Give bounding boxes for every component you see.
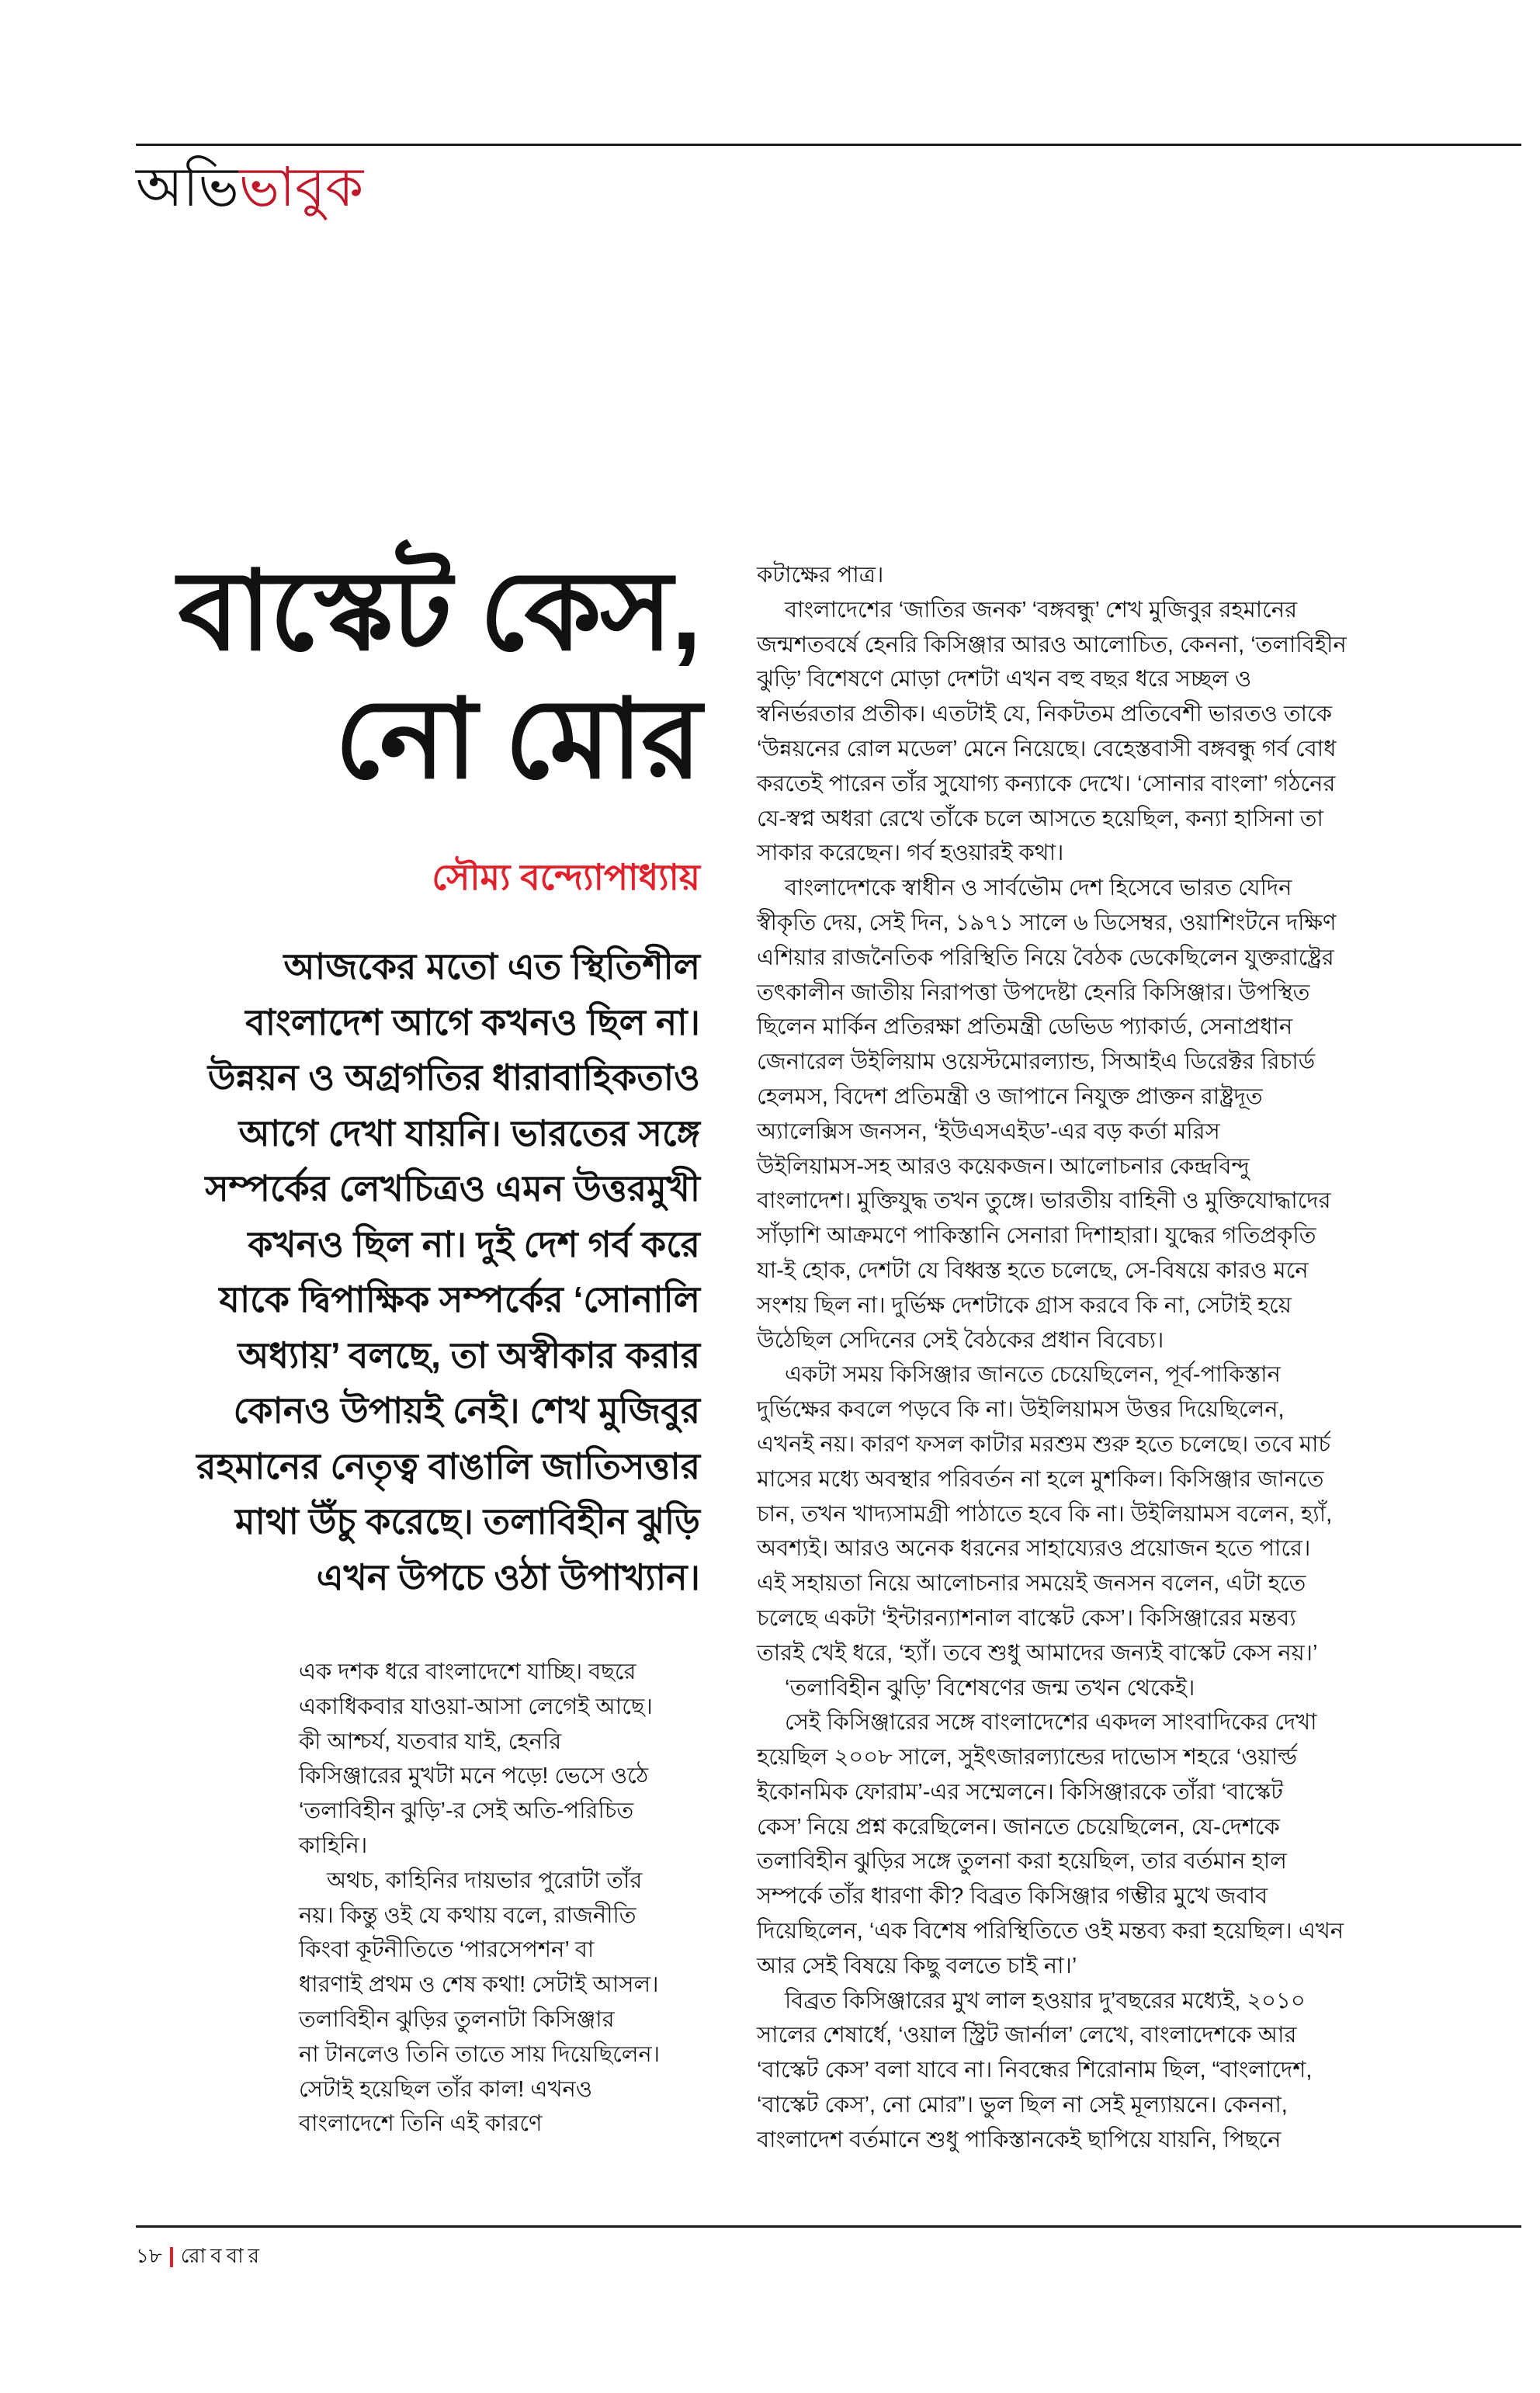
body-text-line: হেলমস, বিদেশ প্রতিমন্ত্রী ও জাপানে নিযুক্ত প্রাক্তন রাষ্ট্রদূত [757, 1084, 1263, 1109]
article-headline [116, 547, 700, 803]
pull-quote-line: কোনও উপায়ই নেই। শেখ মুজিবুর [233, 1390, 700, 1431]
body-text-line: যা-ই হোক, দেশটা যে বিধ্বস্ত হতে চলেছে, সে-বিষয়ে কারও মনে [757, 1257, 1309, 1283]
body-text-line: ‘উন্নয়নের রোল মডেল’ মেনে নিয়েছে। বেহেস্তবাসী বঙ্গবন্ধু গর্ব বোধ [757, 736, 1337, 761]
pull-quote-line: বাংলাদেশ আগে কখনও ছিল না। [245, 1001, 700, 1042]
footer-divider [170, 2247, 173, 2267]
body-text-line: সাঁড়াশি আক্রমণে পাকিস্তানি সেনারা দিশাহারা। যুদ্ধের গতিপ্রকৃতি [757, 1223, 1316, 1249]
body-text-line: বাংলাদেশের ‘জাতির জনক’ ‘বঙ্গবন্ধু’ শেখ মুজিবুর রহমানের [785, 597, 1298, 623]
body-text-line: অবশ্যই। আরও অনেক ধরনের সাহায্যেরও প্রয়োজন হতে পারে। [757, 1536, 1311, 1562]
body-text-line: কটাক্ষের পাত্র। [757, 563, 884, 588]
body-text-line: ইকোনমিক ফোরাম’-এর সম্মেলনে। কিসিঞ্জারকে তাঁরা ‘বাস্কেট [757, 1779, 1283, 1805]
page-number: ১৮ [136, 2244, 162, 2267]
right-column [757, 558, 1401, 2158]
section-title [136, 152, 363, 222]
body-text-line: একটা সময় কিসিঞ্জার জানতে চেয়েছিলেন, পূর্ব-পাকিস্তান [785, 1362, 1281, 1388]
pull-quote-line: উন্নয়ন ও অগ্রগতির ধারাবাহিকতাও [207, 1057, 700, 1098]
pull-quote [93, 939, 700, 1605]
body-text-line: বাংলাদেশ বর্তমানে শুধু পাকিস্তানকেই ছাপিয়ে যায়নি, পিছনে [757, 2127, 1282, 2152]
pull-quote-line: অধ্যায়’ বলছে, তা অস্বীকার করার [238, 1334, 700, 1375]
body-text-line: তৎকালীন জাতীয় নিরাপত্তা উপদেষ্টা হেনরি কিসিঞ্জার। উপস্থিত [757, 980, 1310, 1005]
body-text-line: মাসের মধ্যে অবস্থার পরিবর্তন না হলে মুশকিল। কিসিঞ্জার জানতে [757, 1466, 1324, 1492]
body-text-line: বাংলাদেশ। মুক্তিযুদ্ধ তখন তুঙ্গে। ভারতীয় বাহিনী ও মুক্তিযোদ্ধাদের [757, 1188, 1331, 1214]
body-text-line: ‘বাস্কেট কেস’, নো মোর”। ভুল ছিল না সেই মূল্যায়নে। কেননা, [757, 2093, 1288, 2118]
body-text-line: যে-স্বপ্ন অধরা রেখে তাঁকে চলে আসতে হয়েছিল, কন্যা হাসিনা তা [757, 806, 1323, 831]
body-text-line: সংশয় ছিল না। দুর্ভিক্ষ দেশটাকে গ্রাস করবে কি না, সেটাই হয়ে [757, 1292, 1292, 1318]
body-text-line: জন্মশতবর্ষে হেনরি কিসিঞ্জার আরও আলোচিত, কেননা, ‘তলাবিহীন [757, 632, 1347, 657]
body-text-line: তারই খেই ধরে, ‘হ্যাঁ। তবে শুধু আমাদের জন্যই বাস্কেট কেস নয়।’ [757, 1640, 1318, 1666]
body-text-line: অ্যালেক্সিস জনসন, ‘ইউএসএইড’-এর বড় কর্তা মরিস [757, 1118, 1220, 1144]
body-text-line: ‘বাস্কেট কেস’ বলা যাবে না। নিবন্ধের শিরোনাম ছিল, “বাংলাদেশ, [757, 2058, 1313, 2083]
body-text-line: না টানলেও তিনি তাতে সায় দিয়েছিলেন। [299, 2041, 661, 2067]
author-byline: সৌম্য বন্দ্যোপাধ্যায় [432, 857, 700, 897]
body-text-line: ধারণাই প্রথম ও শেষ কথা! সেটাই আসল। [299, 1972, 659, 1998]
body-text-line: তলাবিহীন ঝুড়ির সঙ্গে তুলনা করা হয়েছিল, তার বর্তমান হাল [757, 1849, 1287, 1875]
pull-quote-line: মাথা উঁচু করেছে। তলাবিহীন ঝুড়ি [234, 1501, 700, 1542]
pull-quote-line: এখন উপচে ওঠা উপাখ্যান। [316, 1556, 700, 1597]
body-text-line: চান, তখন খাদ্যসামগ্রী পাঠাতে হবে কি না। উইলিয়ামস বলেন, হ্যাঁ, [757, 1501, 1333, 1527]
body-text-line: এশিয়ার রাজনৈতিক পরিস্থিতি নিয়ে বৈঠক ডেকেছিলেন যুক্তরাষ্ট্রের [757, 945, 1334, 970]
body-text-line: একাধিকবার যাওয়া-আসা লেগেই আছে। [299, 1694, 653, 1719]
body-text-line: ‘তলাবিহীন ঝুড়ি’-র সেই অতি-পরিচিত [299, 1798, 634, 1824]
body-text-line: স্বনির্ভরতার প্রতীক। এতটাই যে, নিকটতম প্রতিবেশী ভারতও তাকে [757, 702, 1333, 727]
section-title-black: অভি [136, 157, 239, 217]
body-text-line: কাহিনি। [299, 1833, 368, 1858]
body-text-line: নয়। কিন্তু ওই যে কথায় বলে, রাজনীতি [299, 1902, 636, 1928]
top-rule [136, 144, 1521, 146]
body-text-line: এক দশক ধরে বাংলাদেশে যাচ্ছি। বছরে [299, 1659, 636, 1684]
body-text-line: সাকার করেছেন। গর্ব হওয়ারই কথা। [757, 841, 1064, 866]
body-text-line: করতেই পারেন তাঁর সুযোগ্য কন্যাকে দেখে। ‘সোনার বাংলা’ গঠনের [757, 771, 1336, 796]
body-text-line: সেটাই হয়েছিল তাঁর কাল! এখনও [299, 2076, 593, 2102]
body-text-line: ‘তলাবিহীন ঝুড়ি’ বিশেষণের জন্ম তখন থেকেই। [785, 1675, 1195, 1701]
pull-quote-line: কখনও ছিল না। দুই দেশ গর্ব করে [248, 1223, 700, 1264]
pull-quote-line: আজকের মতো এত স্থিতিশীল [283, 946, 700, 987]
body-text-line: কিসিঞ্জারের মুখটা মনে পড়ে! ভেসে ওঠে [299, 1764, 649, 1789]
bottom-rule [136, 2225, 1521, 2228]
body-text-line: উঠেছিল সেদিনের সেই বৈঠকের প্রধান বিবেচ্য। [757, 1327, 1164, 1353]
body-text-line: দুর্ভিক্ষের কবলে পড়বে কি না। উইলিয়ামস উত্তর দিয়েছিলেন, [757, 1397, 1285, 1423]
body-text-line: এখনই নয়। কারণ ফসল কাটার মরশুম শুরু হতে চলেছে। তবে মার্চ [757, 1431, 1331, 1457]
pull-quote-line: রহমানের নেতৃত্ব বাঙালি জাতিসত্তার [196, 1445, 700, 1486]
pull-quote-line: আগে দেখা যায়নি। ভারতের সঙ্গে [238, 1112, 700, 1153]
left-column [299, 1655, 687, 2142]
headline-line: বাস্কেট কেস, [178, 550, 700, 673]
body-text-line: হয়েছিল ২০০৮ সালে, সুইৎজারল্যান্ডের দাভোস শহরে ‘ওয়ার্ল্ড [757, 1745, 1297, 1770]
body-text-line: অথচ, কাহিনির দায়ভার পুরোটা তাঁর [327, 1868, 643, 1893]
pull-quote-line: সম্পর্কের লেখচিত্রও এমন উত্তরমুখী [205, 1168, 700, 1209]
pull-quote-line: যাকে দ্বিপাক্ষিক সম্পর্কের ‘সোনালি [219, 1279, 700, 1320]
section-title-red: ভাবুক [238, 157, 364, 217]
body-text-line: জেনারেল উইলিয়াম ওয়েস্টমোরল্যান্ড, সিআইএ ডিরেক্টর রিচার্ড [757, 1049, 1316, 1075]
body-text-line: এই সহায়তা নিয়ে আলোচনার সময়েই জনসন বলেন, এটা হতে [757, 1571, 1306, 1597]
body-text-line: আর সেই বিষয়ে কিছু বলতে চাই না।’ [757, 1953, 1077, 1979]
body-text-line: চলেছে একটা ‘ইন্টারন্যাশনাল বাস্কেট কেস’। কিসিঞ্জারের মন্তব্য [757, 1605, 1296, 1631]
headline-line: নো মোর [335, 678, 700, 801]
body-text-line: কিংবা কূটনীতিতে ‘পারসেপশন’ বা [299, 1937, 595, 1963]
body-text-line: স্বীকৃতি দেয়, সেই দিন, ১৯৭১ সালে ৬ ডিসেম্বর, ওয়াশিংটনে দক্ষিণ [757, 910, 1337, 935]
body-text-line: দিয়েছিলেন, ‘এক বিশেষ পরিস্থিতিতে ওই মন্তব্য করা হয়েছিল। এখন [757, 1919, 1344, 1944]
publication-name: রোববার [180, 2244, 264, 2267]
body-text-line: বাংলাদেশে তিনি এই কারণে [299, 2111, 543, 2137]
body-text-line: ঝুড়ি’ বিশেষণে মোড়া দেশটা এখন বহু বছর ধরে সচ্ছল ও [757, 667, 1252, 692]
body-text-line: সেই কিসিঞ্জারের সঙ্গে বাংলাদেশের একদল সাংবাদিকের দেখা [785, 1710, 1317, 1736]
body-text-line: সম্পর্কে তাঁর ধারণা কী? বিব্রত কিসিঞ্জার গম্ভীর মুখে জবাব [757, 1884, 1268, 1909]
body-text-line: কী আশ্চর্য, যতবার যাই, হেনরি [299, 1729, 562, 1754]
body-text-line: সালের শেষার্ধে, ‘ওয়াল স্ট্রিট জার্নাল’ লেখে, বাংলাদেশকে আর [757, 2023, 1297, 2048]
body-text-line: বাংলাদেশকে স্বাধীন ও সার্বভৌম দেশ হিসেবে ভারত যেদিন [785, 876, 1292, 901]
body-text-line: উইলিয়ামস-সহ আরও কয়েকজন। আলোচনার কেন্দ্রবিন্দু [757, 1153, 1250, 1179]
body-text-line: কেস’ নিয়ে প্রশ্ন করেছিলেন। জানতে চেয়েছিলেন, যে-দেশকে [757, 1814, 1280, 1840]
body-text-line: বিব্রত কিসিঞ্জারের মুখ লাল হওয়ার দু’বছরের মধ্যেই, ২০১০ [785, 1988, 1306, 2013]
body-text-line: ছিলেন মার্কিন প্রতিরক্ষা প্রতিমন্ত্রী ডেভিড প্যাকার্ড, সেনাপ্রধান [757, 1014, 1293, 1040]
body-text-line: তলাবিহীন ঝুড়ির তুলনাটা কিসিঞ্জার [299, 2006, 615, 2032]
page-footer [136, 2242, 264, 2270]
